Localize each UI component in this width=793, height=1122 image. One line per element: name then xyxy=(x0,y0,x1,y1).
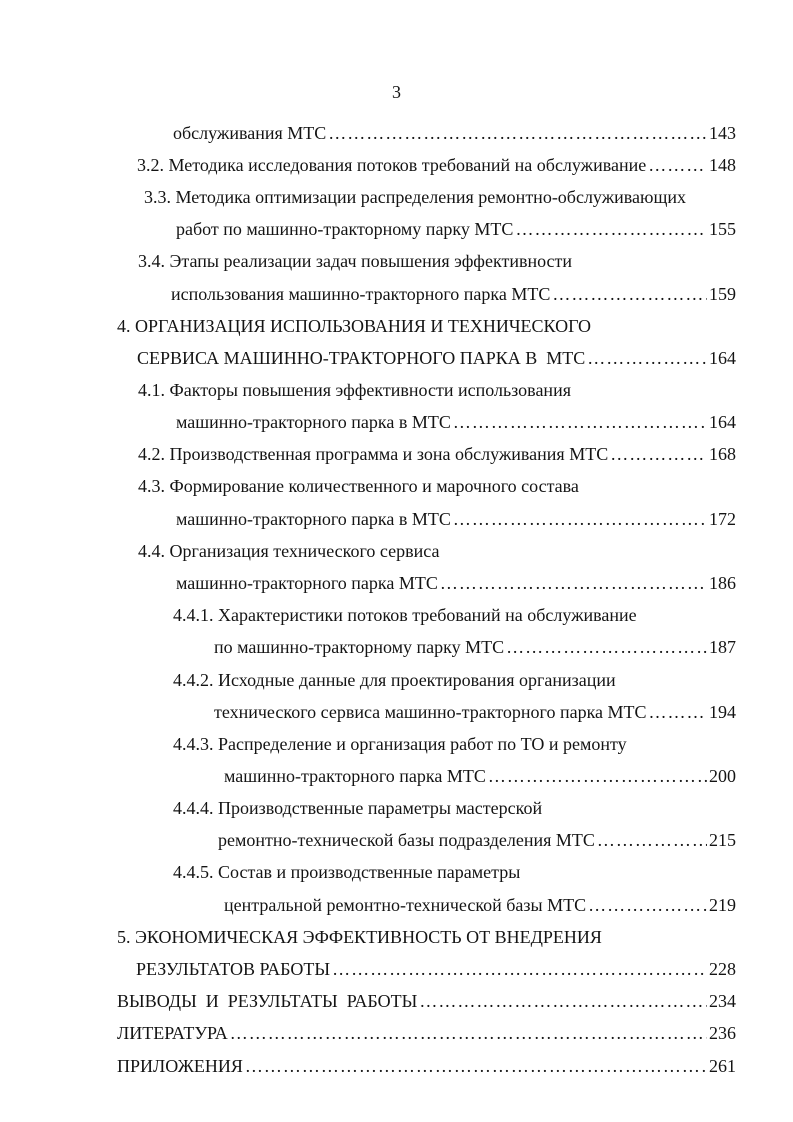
toc-entry xyxy=(137,347,736,369)
toc-entry-page: 187 xyxy=(709,637,736,657)
toc-entry-page: 148 xyxy=(709,155,736,175)
toc-entry-title: работ по машинно-тракторному парку МТС xyxy=(176,219,514,239)
toc-leader-dots xyxy=(648,154,707,176)
toc-entry-title: 4.4.2. Исходные данные для проектирования организации xyxy=(173,670,616,690)
toc-leader-dots xyxy=(587,347,707,369)
toc-entry xyxy=(136,958,736,980)
toc-entry xyxy=(173,604,637,626)
toc-entry xyxy=(173,797,542,819)
toc-leader-dots xyxy=(588,894,707,916)
toc-entry-title: 4.1. Факторы повышения эффективности использования xyxy=(138,380,571,400)
toc-leader-dots xyxy=(245,1055,707,1077)
toc-entry xyxy=(176,411,736,433)
toc-entry xyxy=(214,701,736,723)
toc-entry-title: 4.4.3. Распределение и организация работ по ТО и ремонту xyxy=(173,734,627,754)
toc-leader-dots xyxy=(453,411,707,433)
toc-leader-dots xyxy=(440,572,707,594)
toc-entry xyxy=(117,990,736,1012)
toc-leader-dots xyxy=(328,122,707,144)
page-number: 3 xyxy=(392,82,401,102)
toc-entry-page: 164 xyxy=(709,348,736,368)
toc-entry xyxy=(224,894,736,916)
toc-entry-page: 219 xyxy=(709,895,736,915)
toc-leader-dots xyxy=(453,508,707,530)
toc-entry-page: 215 xyxy=(709,830,736,850)
toc-entry-page: 168 xyxy=(709,444,736,464)
toc-leader-dots xyxy=(332,958,707,980)
toc-entry-title: 3.4. Этапы реализации задач повышения эффективности xyxy=(138,251,573,271)
toc-entry-title: 4.4. Организация технического сервиса xyxy=(138,541,440,561)
toc-entry-page: 234 xyxy=(709,991,736,1011)
toc-entry-page: 261 xyxy=(709,1056,736,1076)
toc-leader-dots xyxy=(506,636,707,658)
toc-entry xyxy=(117,315,591,337)
toc-entry-title: 5. ЭКОНОМИЧЕСКАЯ ЭФФЕКТИВНОСТЬ ОТ ВНЕДРЕНИЯ xyxy=(117,927,602,947)
toc-entry xyxy=(138,250,572,272)
toc-entry xyxy=(171,283,736,305)
toc-entry-page: 159 xyxy=(709,284,736,304)
toc-leader-dots xyxy=(488,765,707,787)
toc-entry-page: 172 xyxy=(709,509,736,529)
toc-entry-title: по машинно-тракторному парку МТС xyxy=(214,637,505,657)
toc-entry-title: ВЫВОДЫ И РЕЗУЛЬТАТЫ РАБОТЫ xyxy=(117,991,418,1011)
toc-entry-page: 236 xyxy=(709,1023,736,1043)
toc-entry-title: 4.2. Производственная программа и зона обслуживания МТС xyxy=(138,444,609,464)
toc-entry xyxy=(138,443,736,465)
toc-entry xyxy=(214,636,736,658)
toc-leader-dots xyxy=(552,283,707,305)
toc-entry-page: 164 xyxy=(709,412,736,432)
toc-entry-title: 4.3. Формирование количественного и марочного состава xyxy=(138,476,579,496)
toc-entry xyxy=(137,154,736,176)
toc-entry-title: использования машинно-тракторного парка МТС xyxy=(171,284,551,304)
toc-entry xyxy=(117,1055,736,1077)
toc-entry-page: 200 xyxy=(709,766,736,786)
toc-leader-dots xyxy=(419,990,707,1012)
toc-leader-dots xyxy=(515,218,707,240)
toc-entry xyxy=(176,218,736,240)
toc-entry xyxy=(173,733,627,755)
toc-leader-dots xyxy=(230,1022,707,1044)
toc-entry xyxy=(173,122,736,144)
toc-entry-title: СЕРВИСА МАШИННО-ТРАКТОРНОГО ПАРКА В МТС xyxy=(137,348,586,368)
toc-entry-title: машинно-тракторного парка МТС xyxy=(224,766,486,786)
toc-entry xyxy=(138,475,579,497)
toc-entry-title: технического сервиса машинно-тракторного парка МТС xyxy=(214,702,647,722)
toc-entry-title: 3.3. Методика оптимизации распределения ремонтно-обслуживающих xyxy=(144,187,686,207)
toc-entry-title: 4. ОРГАНИЗАЦИЯ ИСПОЛЬЗОВАНИЯ И ТЕХНИЧЕСКОГО xyxy=(117,316,592,336)
toc-entry-page: 228 xyxy=(709,959,736,979)
toc-entry xyxy=(176,508,736,530)
toc-entry-title: ремонтно-технической базы подразделения МТС xyxy=(218,830,595,850)
toc-leader-dots xyxy=(610,443,707,465)
toc-entry xyxy=(224,765,736,787)
toc-leader-dots xyxy=(597,829,707,851)
toc-entry-title: центральной ремонтно-технической базы МТС xyxy=(224,895,587,915)
toc-entry xyxy=(218,829,736,851)
toc-entry-title: 4.4.1. Характеристики потоков требований на обслуживание xyxy=(173,605,637,625)
toc-entry-page: 186 xyxy=(709,573,736,593)
toc-entry xyxy=(176,572,736,594)
toc-entry xyxy=(138,379,571,401)
toc-entry-title: ПРИЛОЖЕНИЯ xyxy=(117,1056,243,1076)
toc-entry-page: 155 xyxy=(709,219,736,239)
toc-entry xyxy=(173,669,616,691)
toc-entry-title: РЕЗУЛЬТАТОВ РАБОТЫ xyxy=(136,959,331,979)
toc-entry-title: 4.4.4. Производственные параметры мастерской xyxy=(173,798,543,818)
toc-entry-page: 143 xyxy=(709,123,736,143)
toc-entry-title: машинно-тракторного парка МТС xyxy=(176,573,438,593)
toc-entry-title: 3.2. Методика исследования потоков требований на обслуживание xyxy=(137,155,647,175)
toc-entry-title: обслуживания МТС xyxy=(173,123,327,143)
toc-entry xyxy=(117,926,602,948)
toc-entry-title: ЛИТЕРАТУРА xyxy=(117,1023,228,1043)
toc-entry-page: 194 xyxy=(709,702,736,722)
toc-entry-title: машинно-тракторного парка в МТС xyxy=(176,412,451,432)
toc-entry-title: машинно-тракторного парка в МТС xyxy=(176,509,451,529)
toc-entry xyxy=(144,186,686,208)
toc-entry xyxy=(138,540,439,562)
toc-entry xyxy=(173,861,520,883)
toc-entry-title: 4.4.5. Состав и производственные параметры xyxy=(173,862,521,882)
toc-leader-dots xyxy=(649,701,707,723)
toc-entry xyxy=(117,1022,736,1044)
